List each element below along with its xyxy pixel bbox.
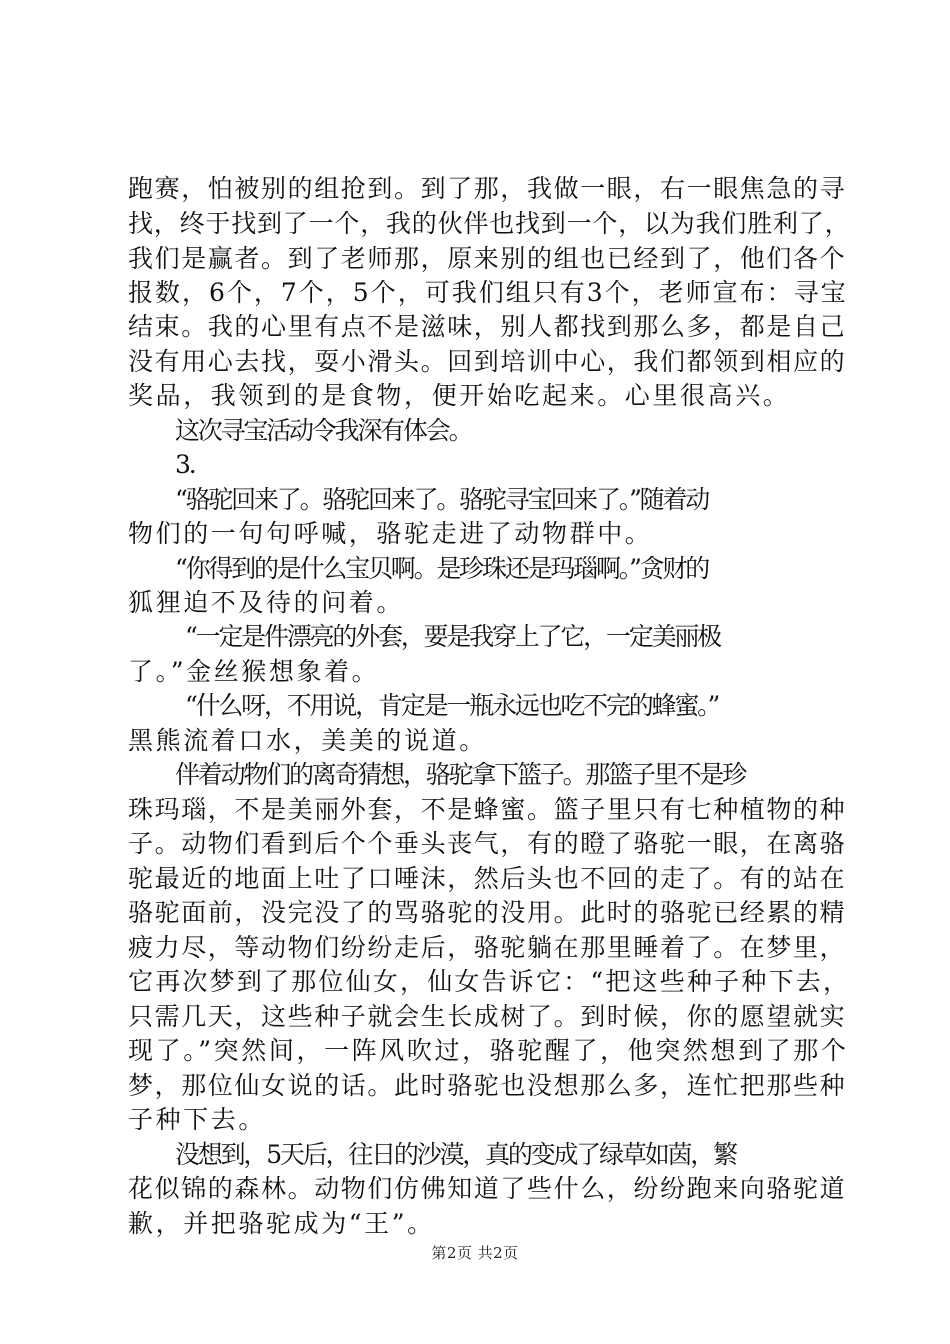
text-line: 报数，6个，7个，5个，可我们组只有3个，老师宣布：寻宝 (128, 278, 848, 307)
text-line: “骆驼回来了。骆驼回来了。骆驼寻宝回来了。”随着动 (175, 485, 709, 514)
text-line: 子种下去。 (128, 1105, 267, 1134)
text-line: 黑熊流着口水，美美的说道。 (128, 726, 487, 755)
text-line: 珠玛瑙，不是美丽外套，不是蜂蜜。篮子里只有七种植物的种 (128, 795, 847, 824)
text-line: 梦，那位仙女说的话。此时骆驼也没想那么多，连忙把那些种 (128, 1071, 847, 1100)
text-line: 子。动物们看到后个个垂头丧气，有的瞪了骆驼一眼，在离骆 (128, 829, 847, 858)
text-line: 这次寻宝活动令我深有体会。 (175, 416, 472, 445)
page-number-footer: 第2页 共2页 (431, 1244, 519, 1262)
text-line: 花似锦的森林。动物们仿佛知道了些什么，纷纷跑来向骆驼道 (128, 1174, 847, 1203)
text-line: 物们的一句句呼喊，骆驼走进了动物群中。 (128, 519, 653, 548)
text-line: 跑赛，怕被别的组抢到。到了那，我做一眼，右一眼焦急的寻 (128, 174, 847, 203)
text-line: 没有用心去找，耍小滑头。回到培训中心，我们都领到相应的 (128, 347, 847, 376)
text-line: 结束。我的心里有点不是滋味，别人都找到那么多，都是自己 (128, 312, 847, 341)
text-line: 我们是赢者。到了老师那，原来别的组也已经到了，他们各个 (128, 244, 847, 273)
section-number: 3. (175, 450, 195, 479)
text-line: “一定是件漂亮的外套，要是我穿上了它，一定美丽极 (185, 622, 720, 651)
text-line: 了。”金丝猴想象着。 (128, 657, 380, 686)
text-line: 驼最近的地面上吐了口唾沫，然后头也不回的走了。有的站在 (128, 864, 847, 893)
text-line: 找，终于找到了一个，我的伙伴也找到一个，以为我们胜利了， (128, 209, 851, 238)
text-line: 骆驼面前，没完没了的骂骆驼的没用。此时的骆驼已经累的精 (128, 898, 847, 927)
text-line: 伴着动物们的离奇猜想，骆驼拿下篮子。那篮子里不是珍 (175, 760, 746, 789)
text-line: 没想到，5天后，往日的沙漠，真的变成了绿草如茵，繁 (175, 1140, 736, 1169)
text-line: 奖品，我领到的是食物，便开始吃起来。心里很高兴。 (128, 381, 791, 410)
text-line: 狐狸迫不及待的问着。 (128, 588, 405, 617)
text-line: 只需几天，这些种子就会生长成树了。到时候，你的愿望就实 (128, 1002, 847, 1031)
text-line: 现了。”突然间，一阵风吹过，骆驼醒了，他突然想到了那个 (128, 1036, 849, 1065)
text-line: 歉，并把骆驼成为“王”。 (128, 1209, 435, 1238)
text-line: “你得到的是什么宝贝啊。是珍珠还是玛瑙啊。”贪财的 (175, 554, 709, 583)
text-line: 疲力尽，等动物们纷纷走后，骆驼躺在那里睡着了。在梦里， (128, 933, 847, 962)
text-line: “什么呀，不用说，肯定是一瓶永远也吃不完的蜂蜜。” (185, 691, 719, 720)
text-line: 它再次梦到了那位仙女，仙女告诉它：“把这些种子种下去， (128, 967, 851, 996)
